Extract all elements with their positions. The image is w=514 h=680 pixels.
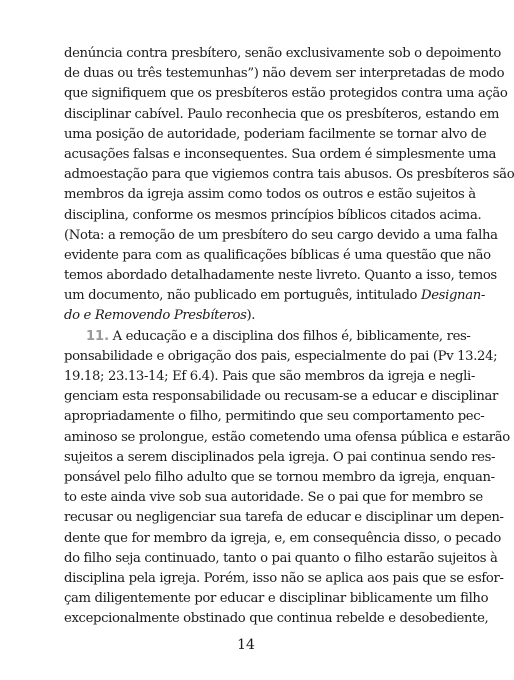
text-line: que signifiquem que os presbíteros estão protegidos contra uma ação: [64, 86, 508, 102]
line-text: um documento, não publicado em português, intitulado: [64, 288, 421, 304]
text-line: dente que for membro da igreja, e, em consequência disso, o pecado: [64, 530, 501, 546]
text-line: disciplina, conforme os mesmos princípios bíblicos citados acima.: [64, 207, 482, 223]
text-line: çam diligentemente por educar e disciplinar biblicamente um filho: [64, 591, 489, 607]
paragraph-11: [64, 327, 510, 630]
text-line: ponsável pelo filho adulto que se tornou membro da igreja, enquan-: [64, 469, 495, 485]
body-text: [64, 44, 514, 629]
text-line: sujeitos a serem disciplinados pela igreja. O pai continua sendo res-: [64, 449, 496, 465]
paragraph-continued: [64, 44, 514, 327]
text-line: do filho seja continuado, tanto o pai quanto o filho estarão sujeitos à: [64, 550, 498, 566]
text-line: (Nota: a remoção de um presbítero do seu cargo devido a uma falha: [64, 227, 498, 243]
text-line: evidente para com as qualificações bíblicas é uma questão que não: [64, 247, 491, 263]
text-line: membros da igreja assim como todos os outros e estão sujeitos à: [64, 187, 476, 203]
text-line: [64, 286, 485, 306]
text-line: admoestação para que vigiemos contra tais abusos. Os presbíteros são: [64, 167, 514, 183]
text-line: disciplinar cabível. Paulo reconhecia que os presbíteros, estando em: [64, 106, 500, 122]
line-text: A educação e a disciplina dos filhos é, biblicamente, res-: [108, 328, 471, 344]
text-line: temos abordado detalhadamente neste livreto. Quanto a isso, temos: [64, 268, 497, 284]
text-line: de duas ou três testemunhas”) não devem ser interpretadas de modo: [64, 66, 505, 82]
text-line: to este ainda vive sob sua autoridade. Se o pai que for membro se: [64, 490, 483, 506]
text-line: uma posição de autoridade, poderiam facilmente se tornar alvo de: [64, 126, 487, 142]
text-line: genciam esta responsabilidade ou recusam-se a educar e disciplinar: [64, 389, 499, 405]
text-line: disciplina pela igreja. Porém, isso não se aplica aos pais que se esfor-: [64, 570, 504, 586]
line-text: ).: [246, 308, 256, 324]
text-line: denúncia contra presbítero, senão exclusivamente sob o depoimento: [64, 46, 501, 61]
document-title-italic: Designan-: [421, 288, 485, 304]
text-line: 19.18; 23.13-14; Ef 6.4). Pais que são membros da igreja e negli-: [64, 369, 475, 384]
page-number: 14: [237, 637, 255, 653]
text-line: ponsabilidade e obrigação dos pais, especialmente do pai (Pv 13.24;: [64, 348, 498, 364]
document-title-italic: do e Removendo Presbíteros: [64, 308, 247, 324]
text-line: acusações falsas e inconsequentes. Sua ordem é simplesmente uma: [64, 146, 496, 162]
text-line: [64, 306, 429, 326]
text-line: apropriadamente o filho, permitindo que seu comportamento pec-: [64, 409, 485, 425]
text-line: [64, 327, 471, 347]
text-line: recusar ou negligenciar sua tarefa de educar e disciplinar um depen-: [64, 510, 504, 526]
item-number: 11: [86, 328, 105, 344]
text-line: excepcionalmente obstinado que continua rebelde e desobediente,: [64, 611, 489, 627]
item-number-dot: .: [104, 328, 109, 344]
text-line: aminoso se prolongue, estão cometendo uma ofensa pública e estarão: [64, 429, 510, 445]
